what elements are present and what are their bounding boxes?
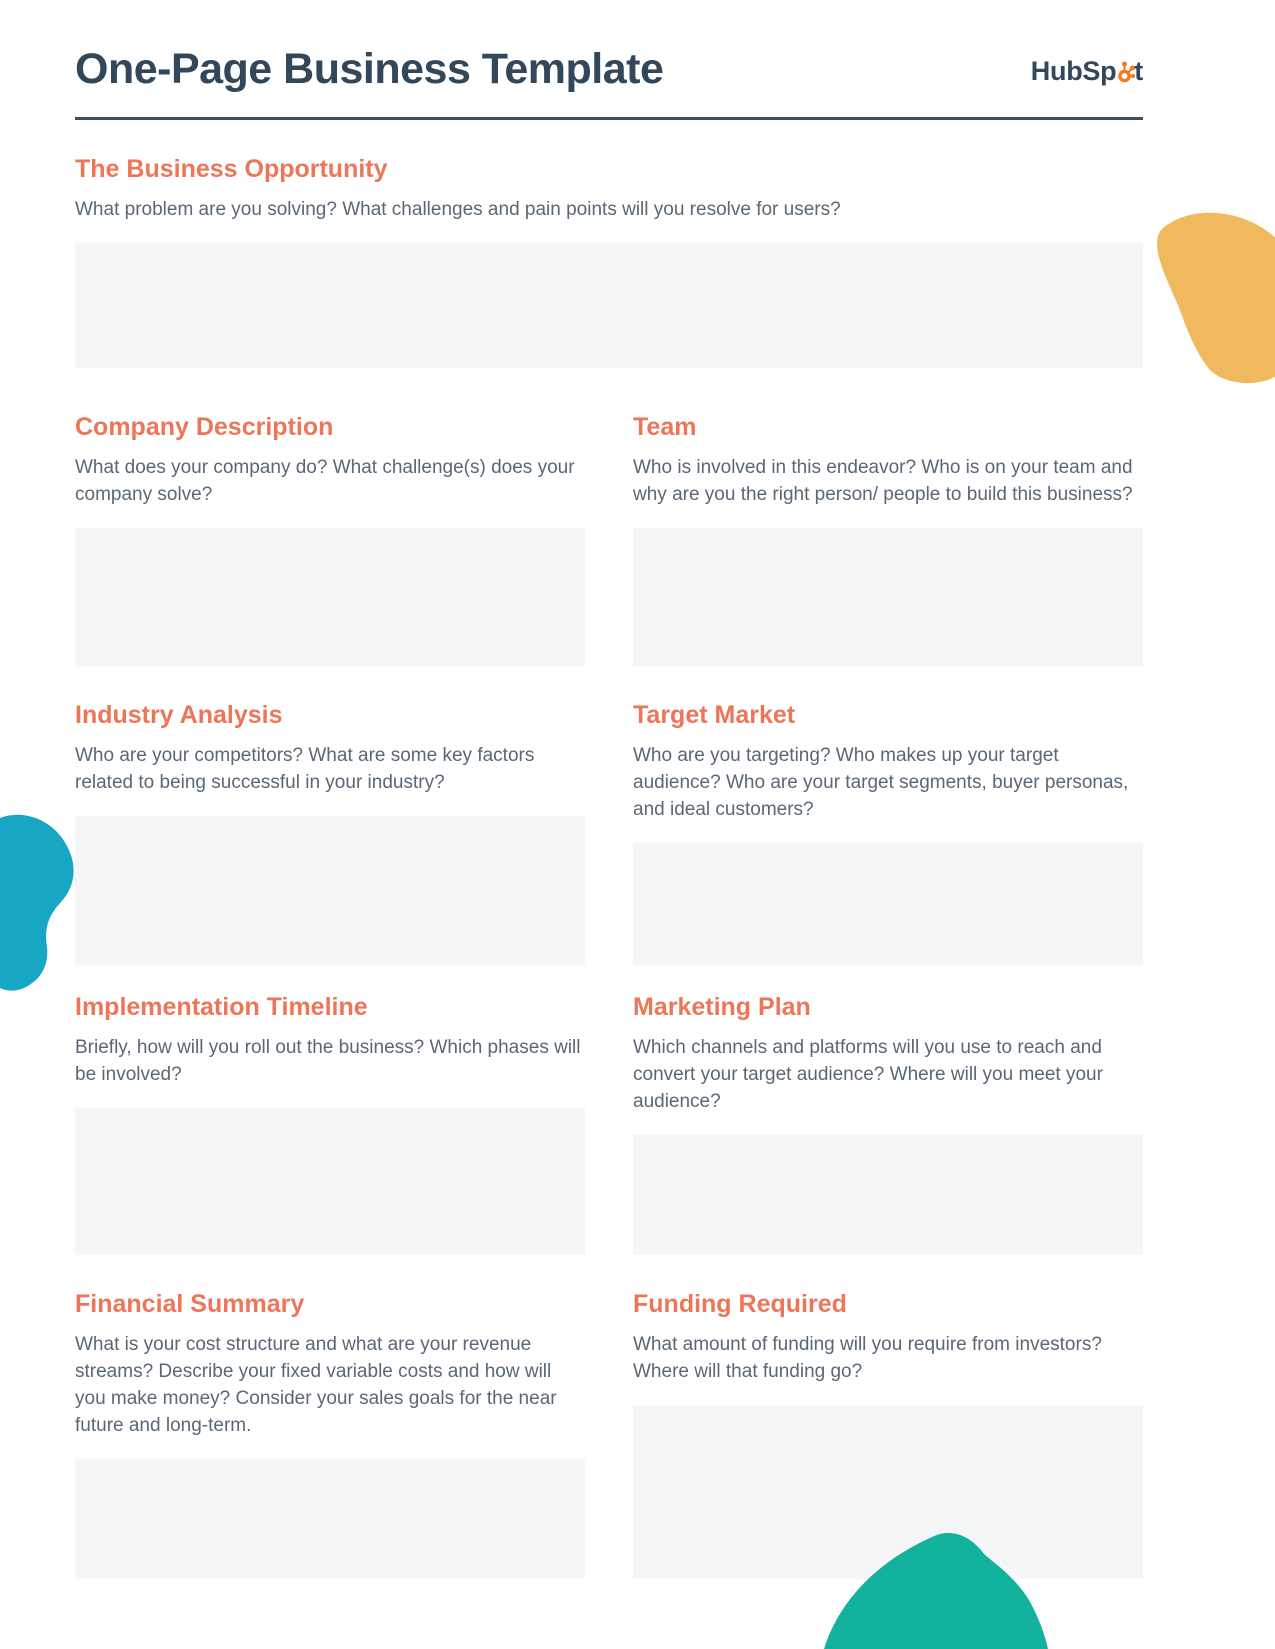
section-row [75, 412, 1143, 667]
teal-blob-decoration [0, 806, 80, 998]
section-heading: Marketing Plan [633, 993, 811, 1022]
section-row [75, 700, 1143, 965]
section-heading: The Business Opportunity [75, 155, 388, 184]
section-heading: Financial Summary [75, 1290, 305, 1319]
answer-box-funding-required[interactable] [633, 1405, 1143, 1579]
section-description: Which channels and platforms will you use to reach and convert your target audience? Where will you meet your audience? [633, 1037, 1103, 1113]
section-description: What amount of funding will you require from investors? Where will that funding go? [633, 1334, 1102, 1383]
section-target-market [633, 700, 1143, 965]
section-implementation-timeline [75, 992, 585, 1255]
section-industry-analysis [75, 700, 585, 965]
section-description: Who are your competitors? What are some key factors related to being successful in your industry? [75, 745, 535, 794]
section-heading: Team [633, 413, 697, 442]
section-row [75, 1289, 1143, 1579]
section-funding-required [633, 1289, 1143, 1579]
page-header [75, 0, 1143, 93]
section-description: Who is involved in this endeavor? Who is on your team and why are you the right person/ people to build this business? [633, 457, 1133, 506]
section-description: What is your cost structure and what are your revenue streams? Describe your fixed variable costs and how will you make money? Consider your sales goals for the near future and long-term. [75, 1334, 557, 1437]
answer-box-industry-analysis[interactable] [75, 816, 585, 965]
logo-text-after: t [1134, 56, 1143, 87]
section-marketing-plan [633, 992, 1143, 1255]
answer-box-financial-summary[interactable] [75, 1459, 585, 1579]
answer-box-implementation-timeline[interactable] [75, 1108, 585, 1255]
section-financial-summary [75, 1289, 585, 1579]
section-business-opportunity [75, 154, 1143, 368]
section-description: Briefly, how will you roll out the business? Which phases will be involved? [75, 1037, 581, 1086]
answer-box-team[interactable] [633, 528, 1143, 667]
logo-text-before: HubSp [1030, 56, 1117, 87]
page-title: One-Page Business Template [75, 45, 664, 93]
header-divider [75, 117, 1143, 120]
section-heading: Company Description [75, 413, 334, 442]
section-company-description [75, 412, 585, 667]
section-description: Who are you targeting? Who makes up your target audience? Who are your target segments, buyer personas, and ideal customers? [633, 745, 1129, 821]
answer-box-target-market[interactable] [633, 843, 1143, 965]
section-heading: Funding Required [633, 1290, 847, 1319]
page-content [75, 0, 1143, 1579]
section-description: What problem are you solving? What challenges and pain points will you resolve for users? [75, 199, 841, 221]
section-team [633, 412, 1143, 667]
section-row [75, 992, 1143, 1255]
answer-box-company-description[interactable] [75, 528, 585, 667]
section-description: What does your company do? What challenge(s) does your company solve? [75, 457, 575, 506]
section-heading: Target Market [633, 701, 796, 730]
section-heading: Implementation Timeline [75, 993, 368, 1022]
section-heading: Industry Analysis [75, 701, 283, 730]
answer-box-marketing-plan[interactable] [633, 1135, 1143, 1255]
hubspot-sprocket-icon [1115, 59, 1135, 85]
answer-box-business-opportunity[interactable] [75, 243, 1143, 368]
hubspot-logo [1031, 56, 1143, 93]
